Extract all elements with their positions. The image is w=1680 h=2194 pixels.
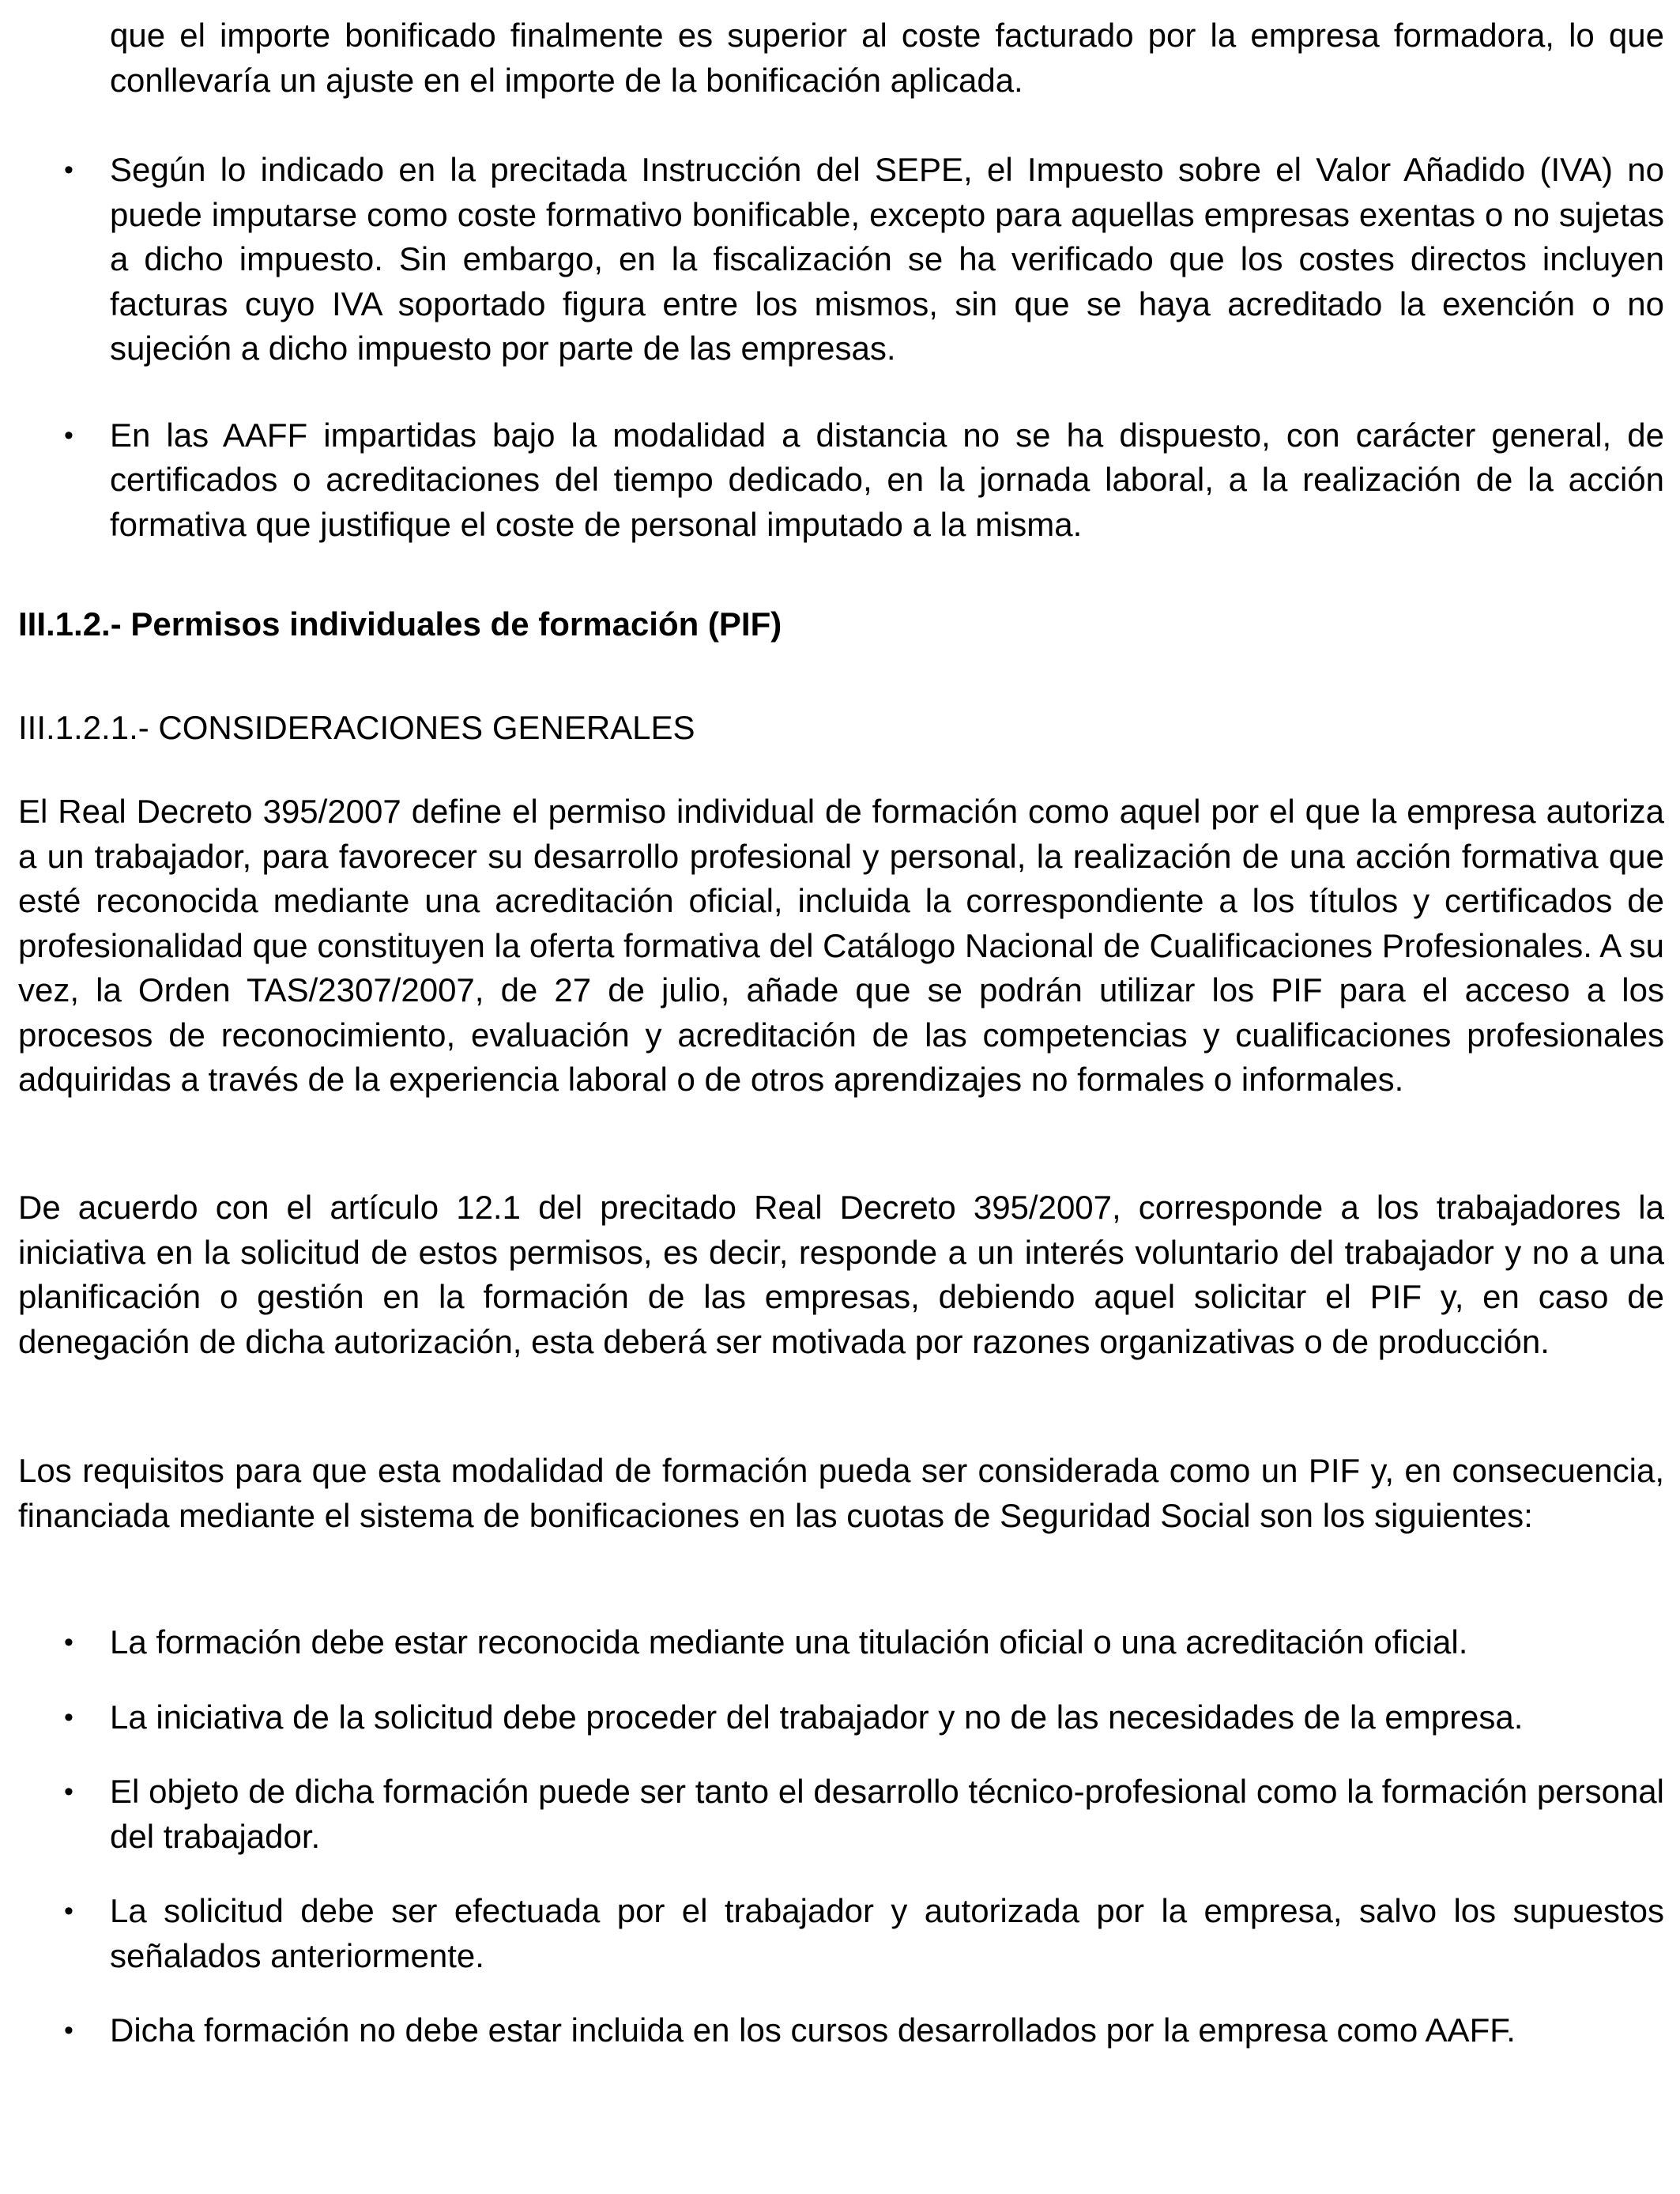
- subsection-heading: III.1.2.1.- CONSIDERACIONES GENERALES: [18, 709, 695, 746]
- list-item: [18, 413, 1664, 548]
- list-item-text: La formación debe estar reconocida mediante una titulación oficial o una acreditación oficial.: [110, 1623, 1468, 1661]
- list-item-text: La iniciativa de la solicitud debe proceder del trabajador y no de las necesidades de la empresa.: [110, 1698, 1524, 1736]
- bullet-icon: •: [64, 420, 73, 450]
- list-item: [18, 1620, 1664, 1665]
- bullet-icon: •: [64, 1627, 73, 1657]
- paragraph: Los requisitos para que esta modalidad de formación pueda ser considerada como un PIF y, en consecuencia, financiada mediante el sistema de bonificaciones en las cuotas de Seguridad Social son los siguientes:: [18, 1452, 1664, 1534]
- list-item: [18, 1770, 1664, 1859]
- list-item-text: El objeto de dicha formación puede ser tanto el desarrollo técnico-profesional como la formación personal del trabajador.: [110, 1773, 1664, 1855]
- bullet-icon: •: [64, 1896, 73, 1926]
- list-item-text: En las AAFF impartidas bajo la modalidad a distancia no se ha dispuesto, con carácter general, de certificados o acreditaciones del tiempo dedicado, en la jornada laboral, a la realización de la acción formativa que justifique el coste de personal imputado a la misma.: [110, 416, 1664, 543]
- list-item: [18, 1889, 1664, 1978]
- list-item-text: Dicha formación no debe estar incluida en los cursos desarrollados por la empresa como AAFF.: [110, 2011, 1516, 2049]
- section-heading: III.1.2.- Permisos individuales de formación (PIF): [18, 605, 782, 643]
- paragraph: De acuerdo con el artículo 12.1 del precitado Real Decreto 395/2007, corresponde a los trabajadores la iniciativa en la solicitud de estos permisos, es decir, responde a un interés voluntario del trabajador y no a una planificación o gestión en la formación de las empresas, debiendo aquel solicitar el PIF y, en caso de denegación de dicha autorización, esta deberá ser motivada por razones organizativas o de producción.: [18, 1189, 1664, 1360]
- top-bullet-list: [18, 148, 1664, 547]
- list-item: [18, 1695, 1664, 1740]
- continued-bullet-text: que el importe bonificado finalmente es superior al coste facturado por la empresa formadora, lo que conllevaría un ajuste en el importe de la bonificación aplicada.: [110, 17, 1664, 99]
- list-item-text: La solicitud debe ser efectuada por el trabajador y autorizada por la empresa, salvo los supuestos señalados anteriormente.: [110, 1892, 1664, 1974]
- bullet-icon: •: [64, 2015, 73, 2045]
- paragraph: El Real Decreto 395/2007 define el permiso individual de formación como aquel por el que la empresa autoriza a un trabajador, para favorecer su desarrollo profesional y personal, la realización de una acción formativa que esté reconocida mediante una acreditación oficial, incluida la correspondiente a los títulos y certificados de profesionalidad que constituyen la oferta formativa del Catálogo Nacional de Cualificaciones Profesionales. A su vez, la Orden TAS/2307/2007, de 27 de julio, añade que se podrán utilizar los PIF para el acceso a los procesos de reconocimiento, evaluación y acreditación de las competencias y cualificaciones profesionales adquiridas a través de la experiencia laboral o de otros aprendizajes no formales o informales.: [18, 793, 1664, 1098]
- list-item-text: Según lo indicado en la precitada Instrucción del SEPE, el Impuesto sobre el Valor Añadido (IVA) no puede imputarse como coste formativo bonificable, excepto para aquellas empresas exentas o no sujetas a dicho impuesto. Sin embargo, en la fiscalización se ha verificado que los costes directos incluyen facturas cuyo IVA soportado figura entre los mismos, sin que se haya acreditado la exención o no sujeción a dicho impuesto por parte de las empresas.: [110, 151, 1664, 367]
- requirements-list: [18, 1620, 1664, 2053]
- bullet-icon: •: [64, 1702, 73, 1732]
- bullet-icon: •: [64, 155, 73, 185]
- list-item: [18, 2008, 1664, 2053]
- list-item: [18, 148, 1664, 371]
- bullet-icon: •: [64, 1777, 73, 1807]
